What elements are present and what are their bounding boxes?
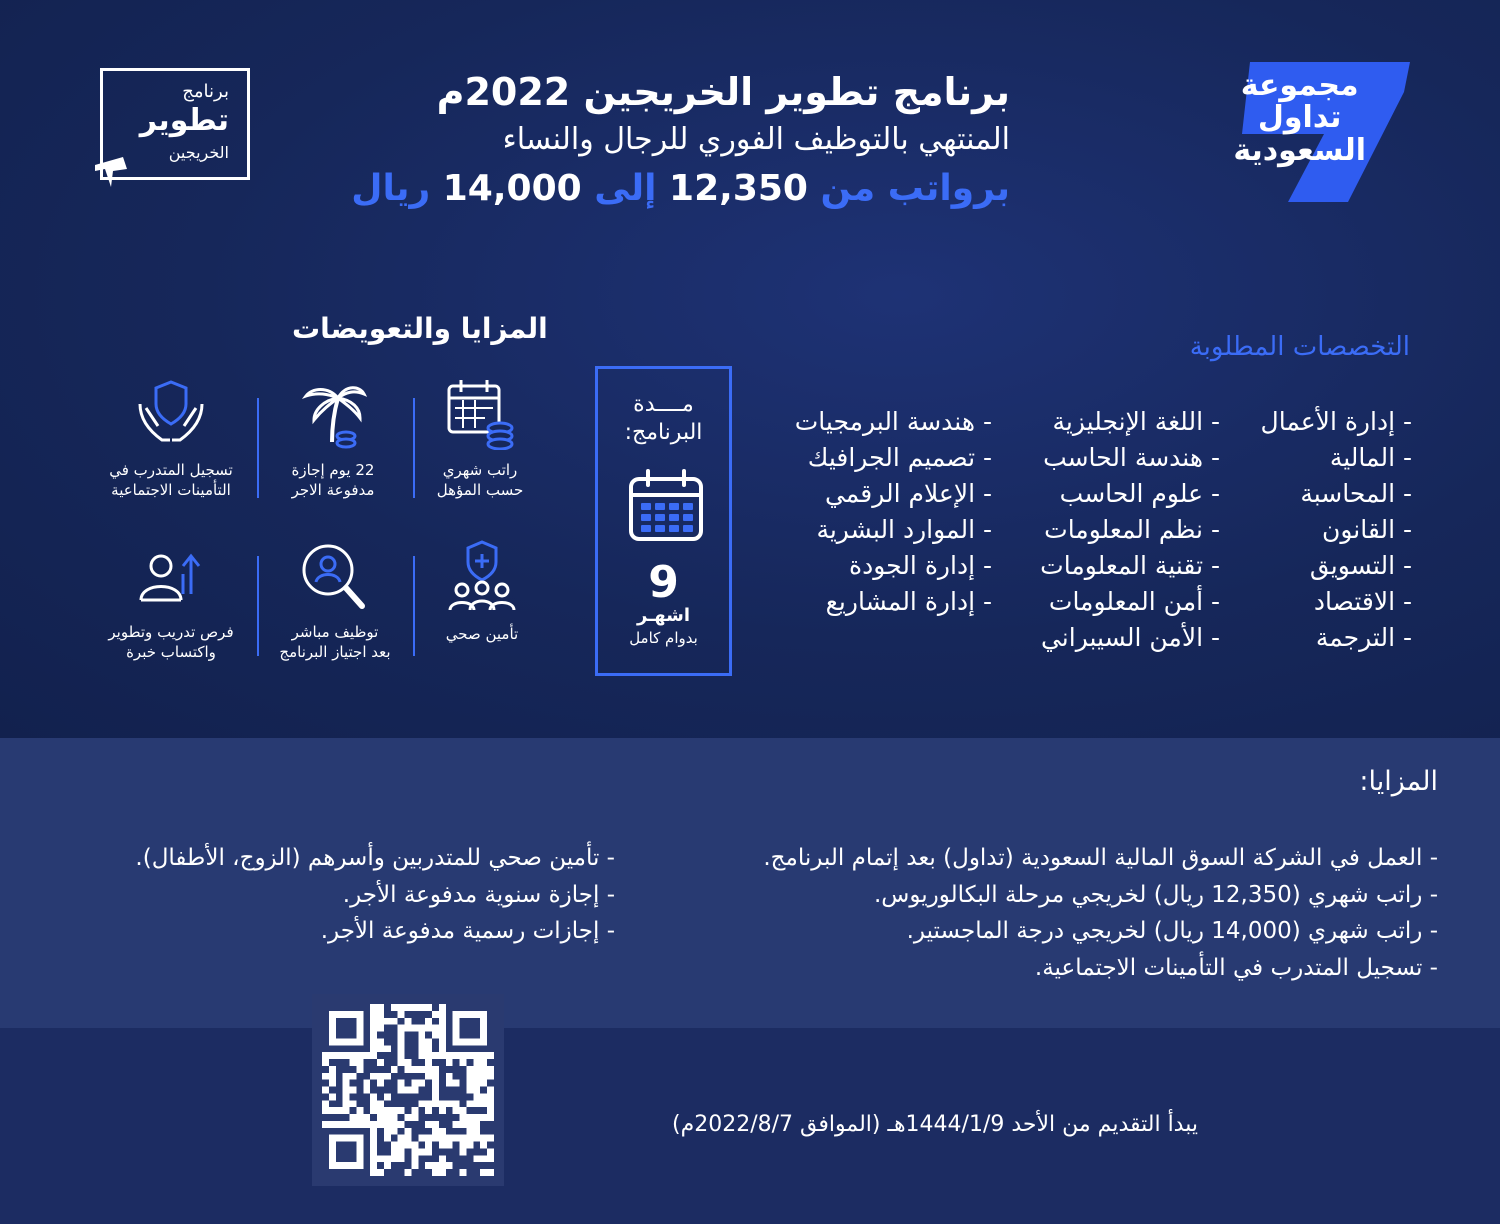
specializations-heading: التخصصات المطلوبة (1189, 332, 1410, 362)
list-item: - الموارد البشرية (816, 515, 992, 544)
list-item: - الأمن السيبراني (1040, 623, 1220, 652)
list-item: - تقنية المعلومات (1040, 551, 1220, 580)
list-item: - اللغة الإنجليزية (1052, 407, 1220, 436)
list-item: - إدارة الجودة (849, 551, 992, 580)
duration-number: 9 (648, 557, 679, 608)
perk-label-line2: التأمينات الاجتماعية (111, 481, 231, 499)
list-item: - أمن المعلومات (1048, 587, 1220, 616)
calendar-icon (628, 469, 704, 543)
search-person-icon (300, 540, 370, 612)
perk-label-line2: مدفوعة الاجر (291, 481, 375, 499)
list-item: - نظم المعلومات (1044, 515, 1220, 544)
duration-box (595, 366, 732, 676)
list-item: - إدارة الأعمال (1260, 407, 1412, 436)
list-item: - إجازات رسمية مدفوعة الأجر. (320, 918, 615, 944)
perks-heading: المزايا والتعويضات (292, 312, 548, 345)
health-insurance-icon (444, 540, 520, 614)
company-logo-line2: تداول (1257, 100, 1342, 136)
perk-label (96, 460, 246, 500)
salary-max: 14,000 (442, 168, 582, 209)
specializations-column-1 (1261, 404, 1412, 656)
page-title: برنامج تطوير الخريجين 2022م (436, 70, 1010, 114)
salary-suffix: ريال (351, 168, 431, 209)
perk-direct-employment (260, 540, 410, 662)
company-logo-line1: مجموعة (1240, 68, 1359, 103)
perk-label-line2: حسب المؤهل (436, 481, 524, 499)
duration-note: بدوام كامل (629, 629, 698, 647)
list-item: - إجازة سنوية مدفوعة الأجر. (342, 881, 615, 908)
perk-training (96, 540, 246, 662)
program-logo-line3: الخريجين (168, 143, 229, 162)
specializations-column-3 (795, 404, 992, 620)
perk-label (96, 622, 246, 662)
benefits-heading: المزايا: (1359, 766, 1438, 797)
perk-social-insurance (96, 378, 246, 500)
salary-prefix: برواتب من (820, 168, 1010, 209)
list-item: - تسجيل المتدرب في التأمينات الاجتماعية. (1034, 954, 1438, 981)
program-logo-line1: برنامج (182, 81, 229, 102)
protection-hands-icon (136, 378, 206, 450)
perk-paid-leave (258, 378, 408, 500)
salary-calendar-icon (445, 378, 515, 450)
perk-label-line1: توظيف مباشر (291, 623, 379, 641)
perk-label (405, 460, 555, 500)
salary-mid: إلى (594, 168, 657, 209)
list-item: - راتب شهري (12,350 ريال) لخريجي مرحلة البكالوريوس. (873, 881, 1438, 908)
salary-min: 12,350 (669, 168, 808, 209)
list-item: - هندسة البرمجيات (794, 407, 992, 436)
list-item: - الإعلام الرقمي (824, 479, 992, 508)
list-item: - علوم الحاسب (1059, 479, 1220, 508)
list-item: - المحاسبة (1300, 479, 1412, 508)
perk-label (258, 460, 408, 500)
list-item: - هندسة الحاسب (1043, 443, 1220, 472)
company-logo-text (1233, 70, 1366, 167)
application-date: يبدأ التقديم من الأحد 1444/1/9هـ (الموافق 2022/8/7م) (672, 1112, 1198, 1137)
perk-label-line1: تسجيل المتدرب في (109, 461, 233, 479)
list-item: - العمل في الشركة السوق المالية السعودية (تداول) بعد إتمام البرنامج. (763, 845, 1438, 871)
divider (257, 556, 259, 656)
growth-person-icon (133, 540, 209, 612)
perk-label-line2: واكتساب خبرة (126, 643, 216, 661)
duration-label (598, 391, 729, 447)
qr-code[interactable] (312, 994, 504, 1186)
list-item: - راتب شهري (14,000 ريال) لخريجي درجة الماجستير. (906, 918, 1438, 944)
benefits-list-right (763, 840, 1438, 986)
program-logo-line2: تطوير (139, 103, 229, 138)
perk-label-line2: بعد اجتياز البرنامج (279, 643, 391, 661)
salary-range (351, 168, 1010, 209)
specializations-column-2 (1040, 404, 1220, 656)
qr-code-icon (322, 1004, 494, 1176)
perk-label-line1: 22 يوم إجازة (291, 461, 375, 479)
perk-label-line1: فرص تدريب وتطوير (108, 623, 234, 641)
benefits-list-left (135, 840, 615, 950)
perk-label-line1: راتب شهري (442, 461, 518, 479)
list-item: - التسويق (1309, 551, 1412, 580)
perk-label (260, 622, 410, 662)
palm-tree-icon (298, 378, 368, 450)
company-logo (1228, 62, 1410, 202)
duration-label-line1: مــــدة (633, 392, 694, 417)
speech-tail-icon (95, 157, 135, 187)
list-item: - تصميم الجرافيك (807, 443, 992, 472)
perk-health-insurance (407, 540, 557, 644)
duration-unit: اشهـر (636, 605, 691, 626)
perk-label (407, 624, 557, 644)
program-logo (100, 68, 250, 180)
list-item: - المالية (1329, 443, 1412, 472)
list-item: - تأمين صحي للمتدربين وأسرهم (الزوج، الأطفال). (135, 845, 615, 871)
list-item: - الترجمة (1315, 623, 1412, 652)
list-item: - القانون (1321, 515, 1412, 544)
list-item: - الاقتصاد (1313, 587, 1412, 616)
page-subtitle: المنتهي بالتوظيف الفوري للرجال والنساء (502, 122, 1010, 157)
list-item: - إدارة المشاريع (825, 587, 992, 616)
perk-monthly-salary (405, 378, 555, 500)
company-logo-line3: السعودية (1233, 132, 1366, 168)
duration-label-line2: البرنامج: (624, 420, 703, 445)
perk-label-line1: تأمين صحي (445, 625, 519, 643)
